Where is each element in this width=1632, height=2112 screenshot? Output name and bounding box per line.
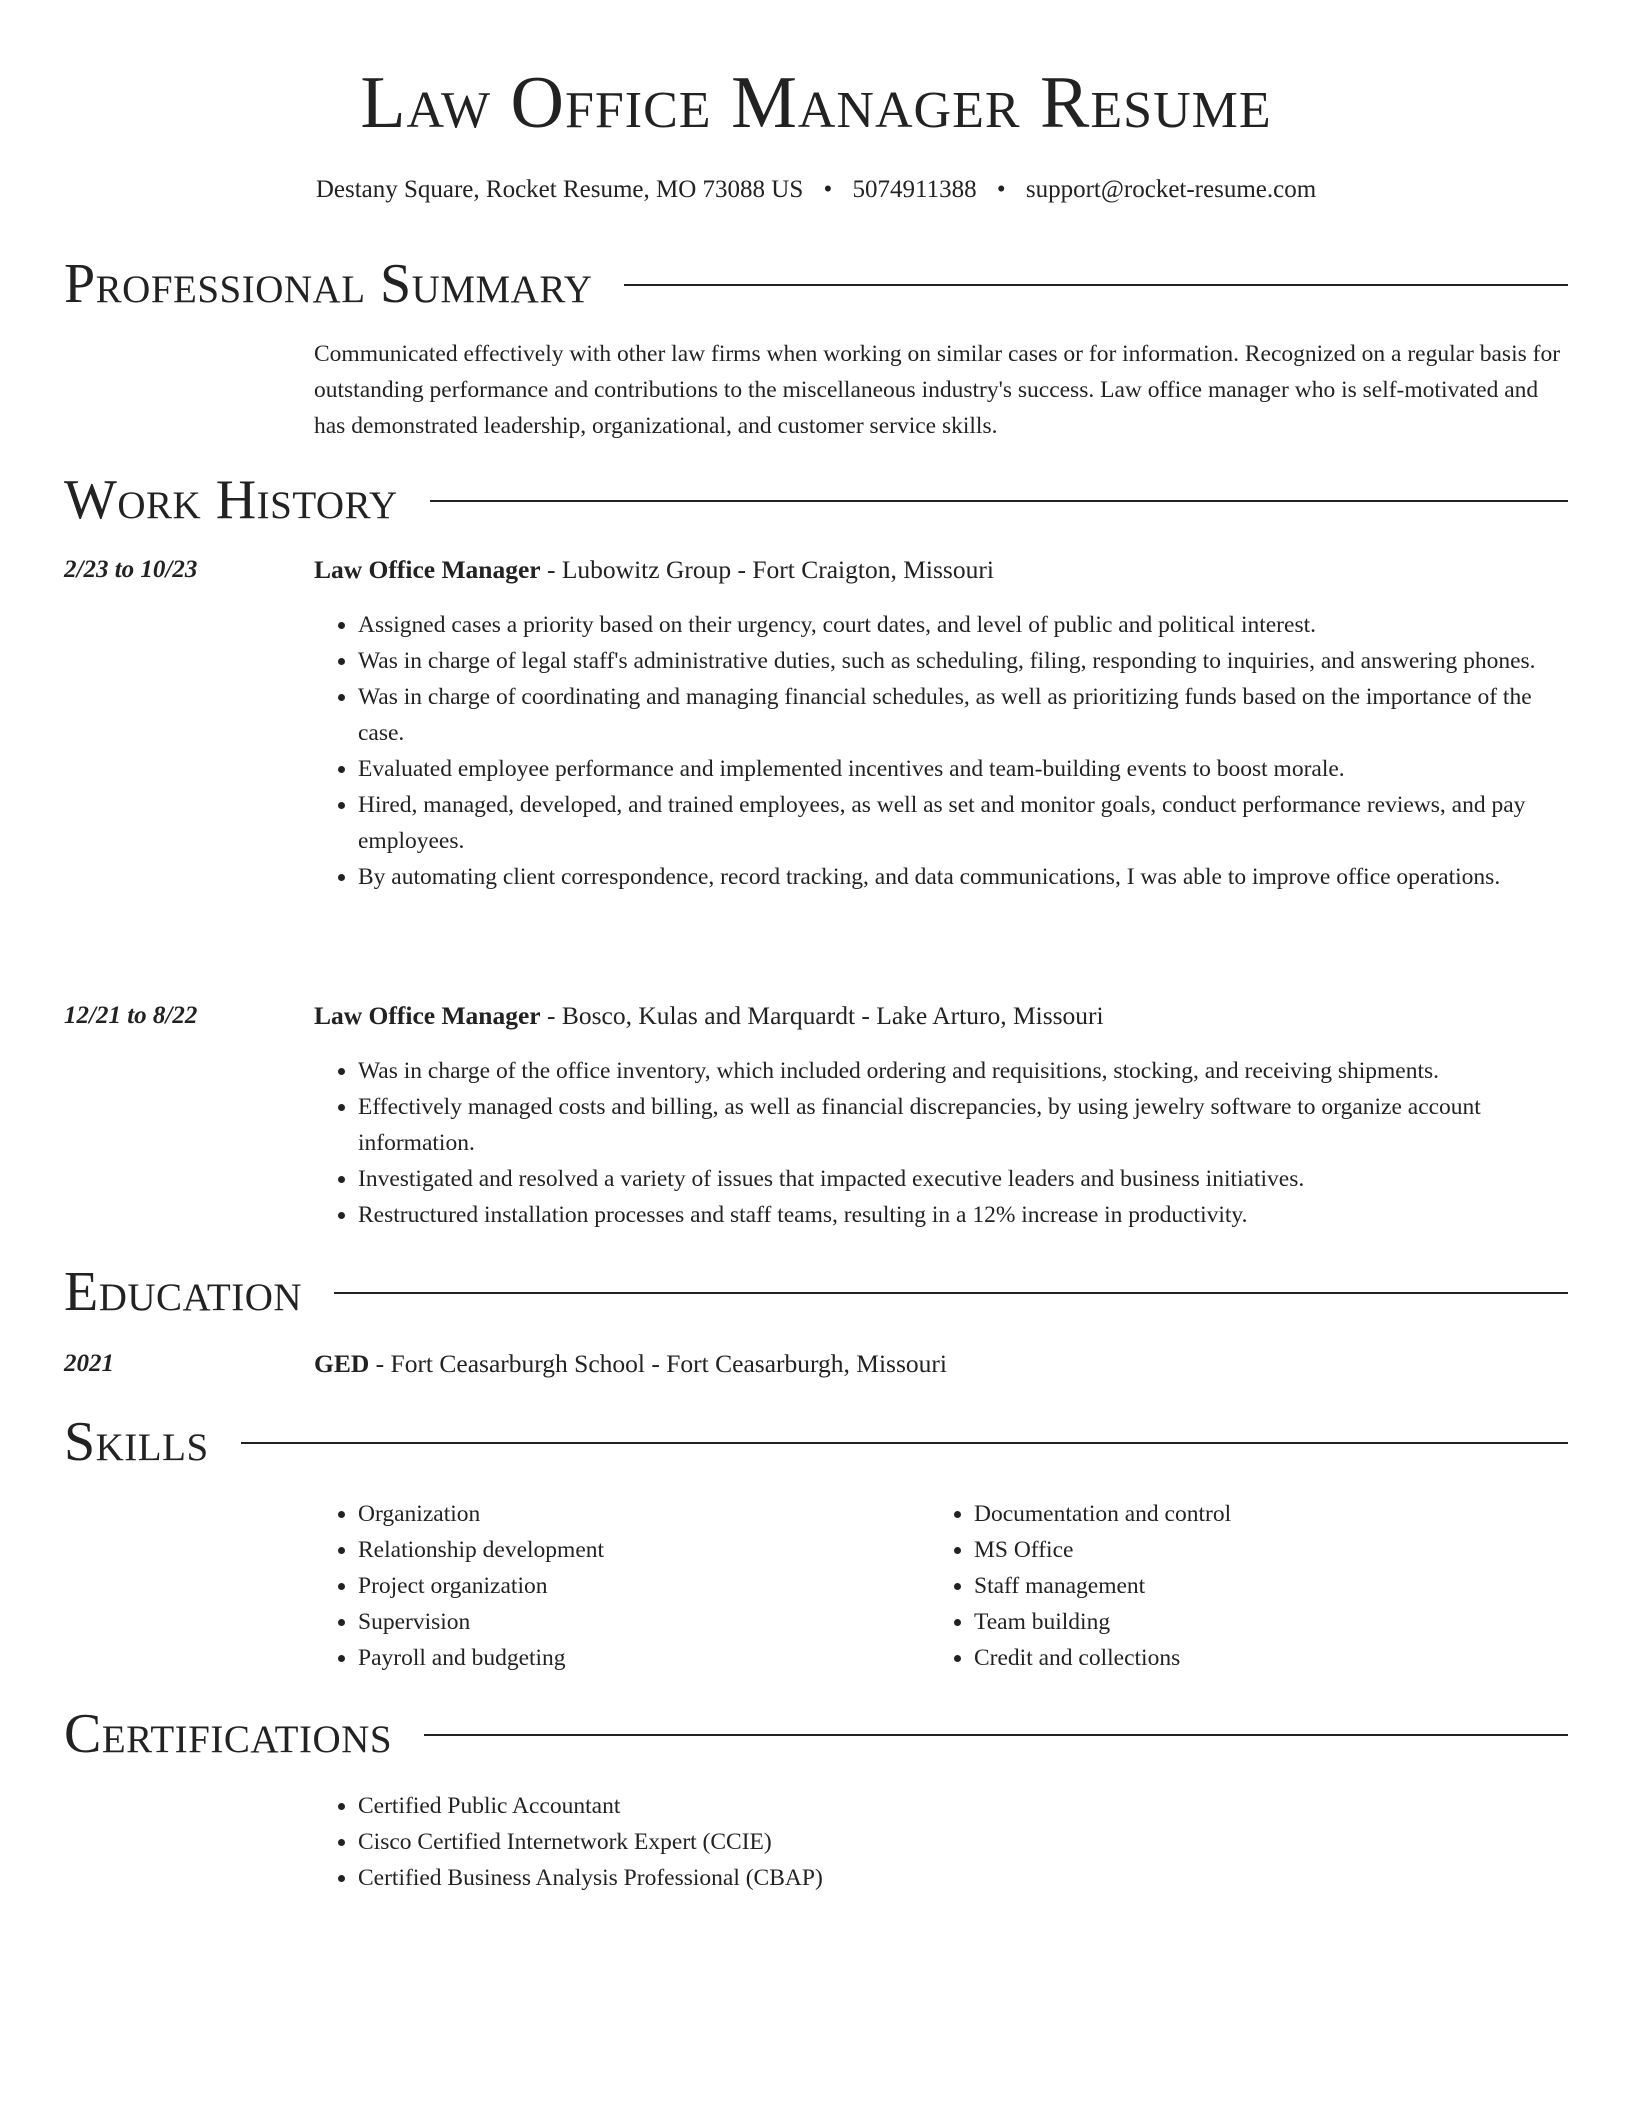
job-title-line: [314, 552, 1568, 588]
list-item: • Was in charge of legal staff's administrative duties, such as scheduling, filing, responding to inquiries, and answering phones.: [358, 643, 1568, 679]
resume-title: Law Office Manager Resume: [360, 62, 1272, 144]
job-bullets: [314, 1053, 1568, 1233]
section-divider: [334, 1292, 1568, 1294]
list-item: • Investigated and resolved a variety of issues that impacted executive leaders and business initiatives.: [358, 1161, 1568, 1197]
section-header-certifications: [64, 1698, 1568, 1770]
section-title-work-history: Work History: [64, 469, 398, 531]
education-line: [314, 1346, 1568, 1382]
list-item: • Effectively managed costs and billing, as well as financial discrepancies, by using jewelry software to organize account information.: [358, 1089, 1568, 1161]
certification-item: • Cisco Certified Internetwork Expert (CCIE): [358, 1824, 1568, 1860]
job-title-line: [314, 998, 1568, 1034]
skill-item: • Relationship development: [358, 1532, 914, 1568]
section-title-education: Education: [64, 1261, 303, 1323]
section-header-summary: [64, 248, 1568, 320]
certification-item: • Certified Public Accountant: [358, 1788, 1568, 1824]
section-header-education: [64, 1256, 1568, 1328]
skill-item: • Staff management: [974, 1568, 1530, 1604]
job-role: Law Office Manager: [314, 1001, 541, 1030]
list-item: • Was in charge of the office inventory, which included ordering and requisitions, stocking, and receiving shipments.: [358, 1053, 1568, 1089]
education-school: - Fort Ceasarburgh School - Fort Ceasarburgh, Missouri: [369, 1349, 947, 1378]
section-title-skills: Skills: [64, 1411, 209, 1473]
section-title-summary: Professional Summary: [64, 253, 593, 315]
list-item: • Hired, managed, developed, and trained employees, as well as set and monitor goals, conduct performance reviews, and pay employees.: [358, 787, 1568, 859]
summary-text: Communicated effectively with other law firms when working on similar cases or for information. Recognized on a regular basis for outstanding performance and contributions to the miscellaneous industry's success. Law office manager who is self-motivated and has demonstrated leadership, organizational, and customer service skills.: [314, 341, 1561, 439]
contact-email: support@rocket-resume.com: [1025, 176, 1317, 203]
certification-item: • Certified Business Analysis Professional (CBAP): [358, 1860, 1568, 1896]
contact-line: [64, 172, 1568, 208]
skill-item: • Project organization: [358, 1568, 914, 1604]
list-item: • Restructured installation processes and staff teams, resulting in a 12% increase in productivity.: [358, 1197, 1568, 1233]
skill-item: • Team building: [974, 1604, 1530, 1640]
list-item: • Assigned cases a priority based on their urgency, court dates, and level of public and political interest.: [358, 607, 1568, 643]
list-item: • By automating client correspondence, record tracking, and data communications, I was able to improve office operations.: [358, 859, 1568, 895]
job-dates: 2/23 to 10/23: [64, 556, 198, 583]
section-divider: [241, 1442, 1568, 1444]
list-item: • Evaluated employee performance and implemented incentives and team-building events to boost morale.: [358, 751, 1568, 787]
job-role: Law Office Manager: [314, 555, 541, 584]
job-bullets: [314, 607, 1568, 895]
skill-item: • MS Office: [974, 1532, 1530, 1568]
skill-item: • Credit and collections: [974, 1640, 1530, 1676]
contact-address: Destany Square, Rocket Resume, MO 73088 US: [315, 176, 804, 203]
education-degree: GED: [314, 1349, 370, 1378]
section-title-certifications: Certifications: [64, 1703, 393, 1765]
contact-separator: •: [823, 176, 833, 203]
skill-item: • Organization: [358, 1496, 914, 1532]
section-header-skills: [64, 1406, 1568, 1478]
skills-list-right: [930, 1496, 1530, 1676]
contact-phone: 5074911388: [852, 176, 977, 203]
skill-item: • Supervision: [358, 1604, 914, 1640]
section-divider: [624, 284, 1568, 286]
section-header-work-history: [64, 464, 1568, 536]
skills-list-left: [314, 1496, 914, 1676]
education-year: 2021: [64, 1350, 114, 1377]
skill-item: • Payroll and budgeting: [358, 1640, 914, 1676]
certifications-list: [314, 1788, 1568, 1896]
job-employer: - Bosco, Kulas and Marquardt - Lake Arturo, Missouri: [540, 1001, 1104, 1030]
section-divider: [430, 500, 1568, 502]
contact-separator: •: [996, 176, 1006, 203]
job-employer: - Lubowitz Group - Fort Craigton, Missouri: [540, 555, 994, 584]
job-dates: 12/21 to 8/22: [64, 1002, 198, 1029]
section-divider: [424, 1734, 1568, 1736]
skill-item: • Documentation and control: [974, 1496, 1530, 1532]
list-item: • Was in charge of coordinating and managing financial schedules, as well as prioritizing funds based on the importance of the case.: [358, 679, 1568, 751]
